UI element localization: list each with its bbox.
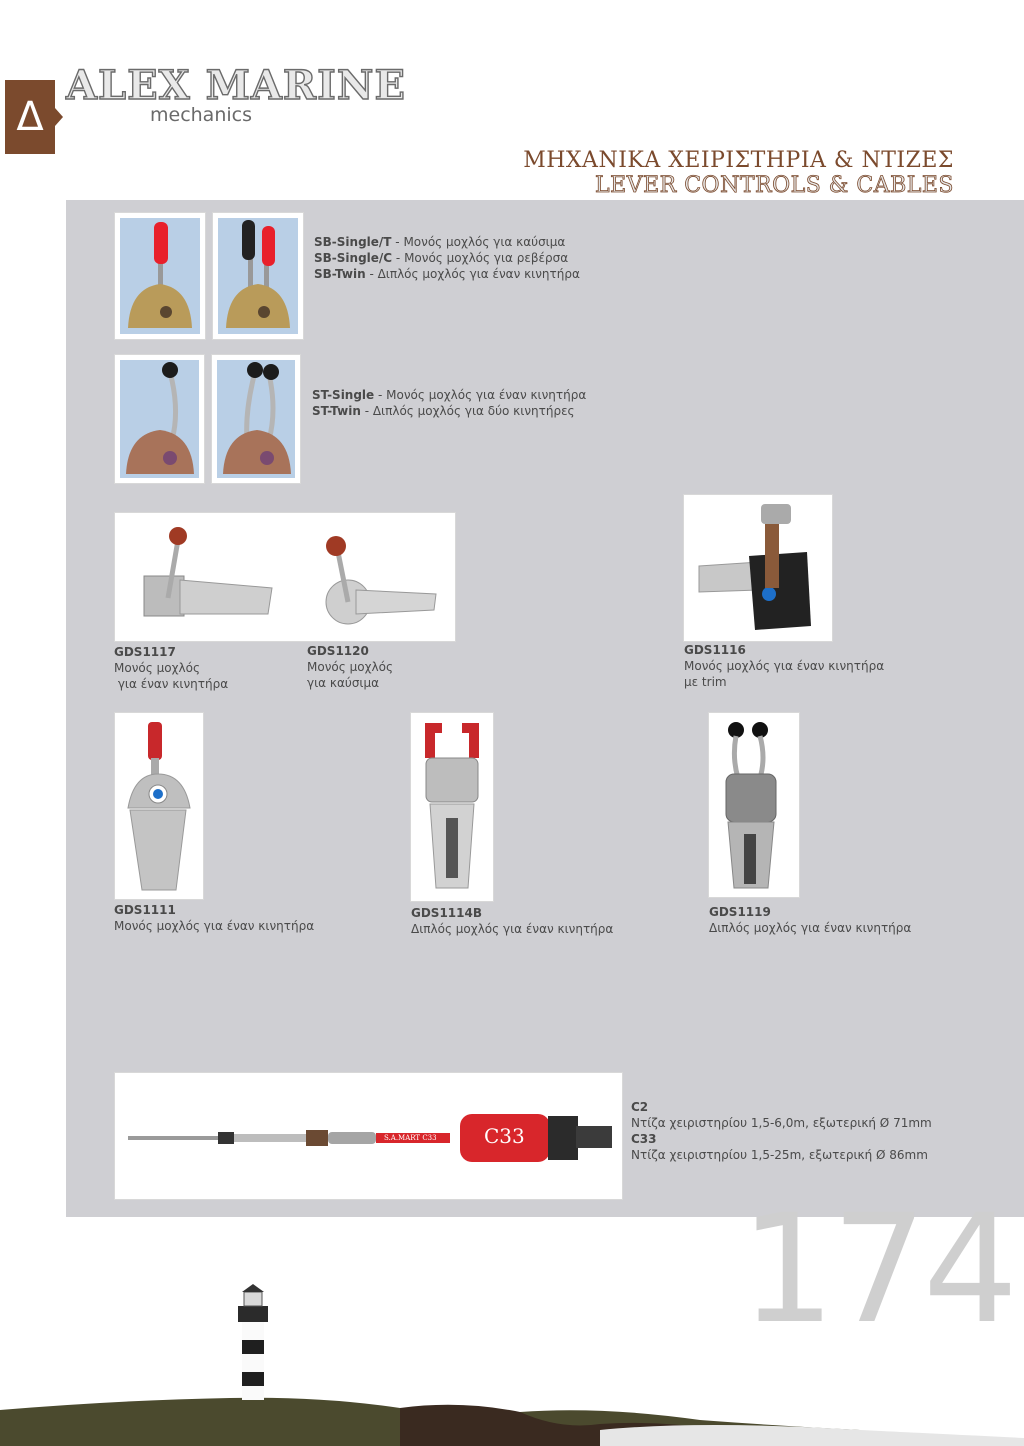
- trim-lever-icon: [689, 500, 827, 636]
- page-number: 174: [740, 1183, 1015, 1357]
- gds1120-line2: για καύσιμα: [307, 676, 380, 690]
- gds1117-caption: [114, 644, 228, 692]
- gds1117-gds1120-image: [114, 512, 456, 642]
- gds1119-line1: Διπλός μοχλός για έναν κινητήρα: [709, 921, 912, 935]
- gds1120-line1: Μονός μοχλός: [307, 660, 393, 674]
- gds1111-code: GDS1111: [114, 903, 176, 917]
- gds1120-code: GDS1120: [307, 644, 369, 658]
- cable-description: [631, 1099, 932, 1163]
- sb-single-image: [114, 212, 206, 340]
- category-title-gr: ΜΗΧΑΝΙΚΑ ΧΕΙΡΙΣΤΗΡΙΑ & ΝΤΙΖΕΣ: [523, 148, 954, 173]
- logo-arrow-icon: [55, 108, 63, 126]
- gds1120-caption: [307, 643, 393, 691]
- gds1114b-image: [410, 712, 494, 902]
- cable-c2-text: Ντίζα χειριστηρίου 1,5-6,0m, εξωτερική Ø 71mm: [631, 1116, 932, 1130]
- gds1111-line1: Μονός μοχλός για έναν κινητήρα: [114, 919, 315, 933]
- gds1116-caption: [684, 642, 884, 690]
- gds1116-code: GDS1116: [684, 643, 746, 657]
- twin-top-mount-lever-icon: [416, 718, 488, 896]
- category-title-en: LEVER CONTROLS & CABLES: [595, 173, 954, 198]
- top-mount-lever-icon: [120, 718, 198, 894]
- cable-c33-text: Ντίζα χειριστηρίου 1,5-25m, εξωτερική Ø 86mm: [631, 1148, 928, 1162]
- gds1119-caption: [709, 904, 911, 936]
- twin-lever-control-icon: [218, 218, 298, 334]
- logo-letter: Δ: [16, 94, 44, 140]
- gds1116-image: [683, 494, 833, 642]
- st-single-image: [114, 354, 205, 484]
- twin-top-mount-lever-icon: [714, 718, 794, 892]
- lever-control-icon: [120, 218, 200, 334]
- brand-name: ALEX MARINE: [66, 62, 406, 109]
- catalog-panel: [66, 200, 1024, 1217]
- st-twin-image: [211, 354, 301, 484]
- gds1114b-caption: [411, 905, 613, 937]
- gds1114b-code: GDS1114B: [411, 906, 482, 920]
- cable-sleeve-label: S.A.MART C33: [384, 1134, 437, 1142]
- twin-lever-control-icon: [217, 360, 295, 478]
- gds1116-line2: με trim: [684, 675, 727, 689]
- gds1111-caption: [114, 902, 314, 934]
- gds1119-code: GDS1119: [709, 905, 771, 919]
- lighthouse-landscape-image: [0, 1280, 1024, 1446]
- gds1114b-line1: Διπλός μοχλός για έναν κινητήρα: [411, 922, 614, 936]
- cable-c2-code: C2: [631, 1100, 649, 1114]
- control-cable-icon: [120, 1078, 617, 1194]
- sb-twin-image: [212, 212, 304, 340]
- brand-subtitle: mechanics: [150, 104, 252, 126]
- gds1117-code: GDS1117: [114, 645, 176, 659]
- cable-model-label: C33: [484, 1124, 525, 1148]
- cable-c33-code: C33: [631, 1132, 657, 1146]
- gds1116-line1: Μονός μοχλός για έναν κινητήρα: [684, 659, 885, 673]
- gds1111-image: [114, 712, 204, 900]
- gds1117-line1: Μονός μοχλός: [114, 661, 200, 675]
- side-mount-lever-icon: [120, 518, 450, 636]
- cable-image: [114, 1072, 623, 1200]
- gds1119-image: [708, 712, 800, 898]
- gds1117-line2: για έναν κινητήρα: [114, 677, 229, 691]
- lever-control-icon: [120, 360, 199, 478]
- st-description: ST-Single - Μονός μοχλός για έναν κινητήρα ST-Twin - Διπλός μοχλός για δύο κινητήρες: [312, 388, 587, 418]
- brand-logo: [5, 80, 55, 154]
- sb-description: SB-Single/T - Μονός μοχλός για καύσιμα SB-Single/C - Μονός μοχλός για ρεβέρσα SB-Twin - Διπλός μοχλός για έναν κινητήρα: [314, 235, 580, 281]
